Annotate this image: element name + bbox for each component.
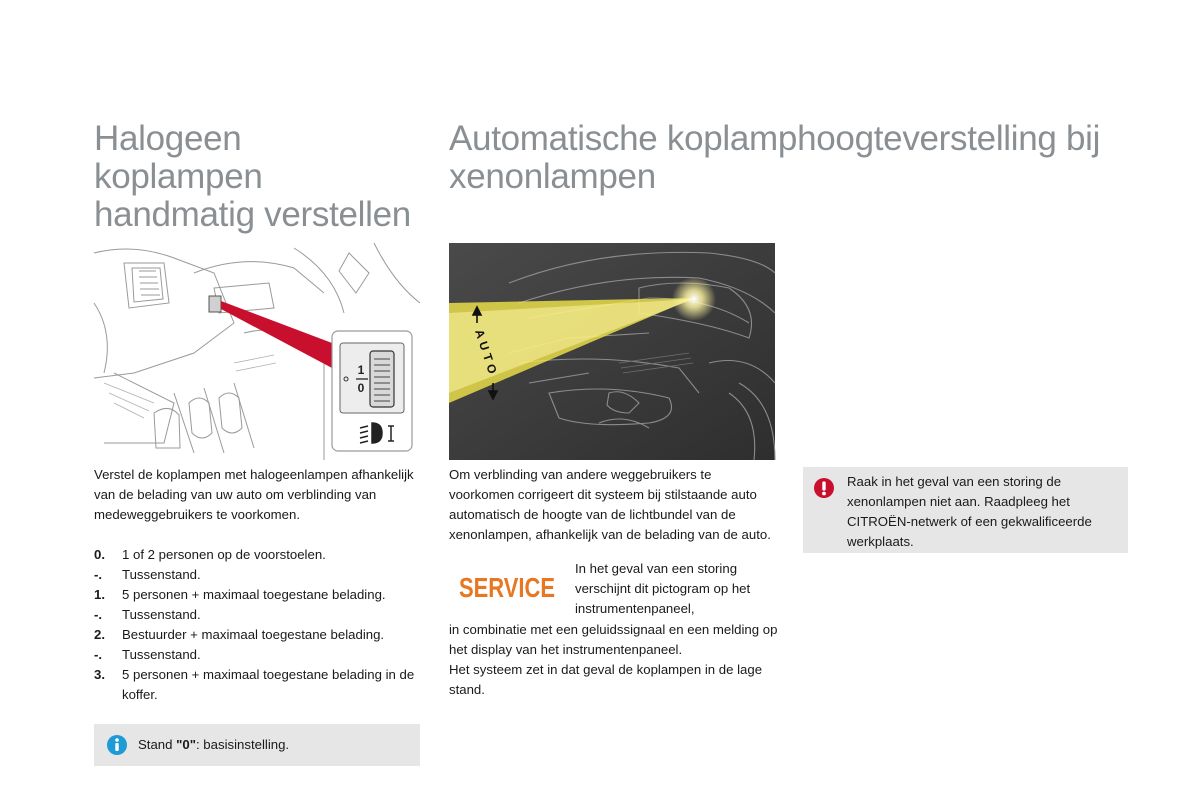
list-item (94, 545, 424, 565)
list-item-key: 0. (94, 547, 105, 562)
auto-label: AUTO (472, 327, 501, 380)
list-item (94, 665, 424, 705)
list-item-key: 3. (94, 667, 105, 682)
list-item (94, 565, 424, 585)
list-item-key: 2. (94, 627, 105, 642)
info-note-box (94, 724, 420, 766)
warning-note-box (803, 467, 1128, 553)
left-heading-line: Halogeen (94, 119, 242, 158)
warning-icon (813, 477, 835, 499)
service-description: In het geval van een storing verschijnt dit pictogram op het instrumentenpaneel, (575, 561, 751, 616)
left-intro-text: Verstel de koplampen met halogeenlampen afhankelijk van de belading van uw auto om verblinding van medeweggebruikers te voorkomen. (94, 467, 414, 522)
right-heading-line: xenonlampen (449, 157, 656, 196)
info-prefix: Stand (138, 737, 177, 752)
dashboard-drawing (94, 243, 420, 460)
list-item-text: 1 of 2 personen op de voorstoelen. (122, 547, 326, 562)
service-pictogram (455, 566, 559, 608)
dial-label-bottom: 0 (357, 381, 365, 395)
headlamp-drawing (449, 243, 775, 460)
setting-positions-list (94, 545, 424, 705)
list-item-text: Tussenstand. (122, 647, 201, 662)
list-item-text: 5 personen + maximaal toegestane belading. (122, 587, 386, 602)
list-item-key: 1. (94, 587, 105, 602)
list-item (94, 585, 424, 605)
right-continuation-text (449, 620, 779, 700)
list-item-key: -. (94, 607, 103, 622)
right-heading-line: Automatische koplamphoogteverstelling bij (449, 119, 1101, 158)
info-suffix: : basisinstelling. (195, 737, 290, 752)
red-pointer (221, 301, 332, 368)
right-continuation-line: Het systeem zet in dat geval de koplampen in de lage stand. (449, 662, 763, 697)
right-heading (449, 120, 1169, 196)
left-heading-line: koplampen (94, 157, 263, 196)
dial-location-marker (209, 296, 221, 312)
xenon-headlamp-illustration (449, 243, 775, 460)
dashboard-illustration (94, 243, 420, 460)
warning-note-text: Raak in het geval van een storing de xenonlampen niet aan. Raadpleeg het CITROËN-netwerk of een gekwalificeerde werkplaats. (847, 474, 1092, 549)
list-item-text: 5 personen + maximaal toegestane belading in de koffer. (122, 667, 415, 702)
right-continuation-line: in combinatie met een geluidssignaal en een melding op het display van het instrumentenpaneel. (449, 622, 778, 657)
left-heading (94, 120, 424, 234)
service-label: SERVICE (459, 572, 555, 603)
list-item (94, 605, 424, 625)
dial-label-top: 1 (357, 363, 365, 377)
info-icon (106, 734, 128, 756)
list-item-key: -. (94, 647, 103, 662)
info-note-text (138, 735, 289, 755)
list-item-text: Bestuurder + maximaal toegestane belading. (122, 627, 385, 642)
list-item (94, 625, 424, 645)
info-bold-value: "0" (176, 737, 196, 752)
list-item (94, 645, 424, 665)
list-item-text: Tussenstand. (122, 607, 201, 622)
left-heading-line: handmatig verstellen (94, 195, 411, 234)
list-item-key: -. (94, 567, 103, 582)
right-intro-text: Om verblinding van andere weggebruikers te voorkomen corrigeert dit systeem bij stilstaande auto automatisch de hoogte van de lichtbundel van de xenonlampen, afhankelijk van de belading van de auto. (449, 467, 771, 542)
list-item-text: Tussenstand. (122, 567, 201, 582)
headlamp-glow (672, 277, 716, 321)
